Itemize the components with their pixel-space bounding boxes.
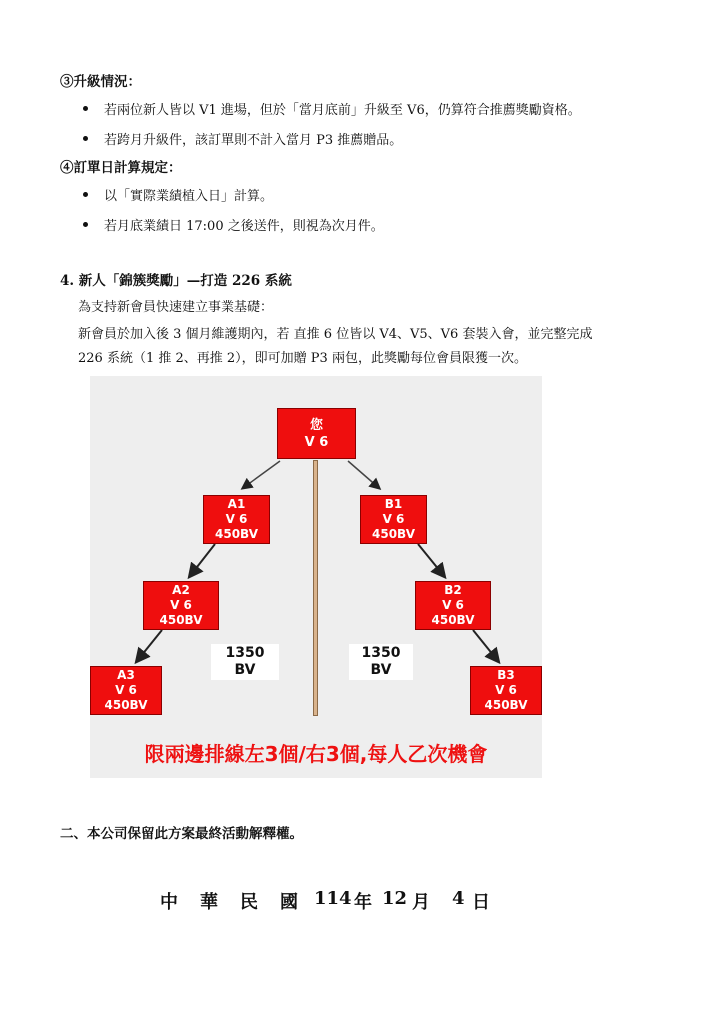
date-char-1: 中 [160,892,178,913]
upgrade-heading: ③升級情況： [60,74,141,90]
bullet-dot [83,222,88,227]
item4-title: 4. 新人「錦簇獎勵」—打造 226 系統 [60,273,292,289]
node-a3-bv: 450BV [104,698,148,712]
bullet-upgrade-1: 若兩位新人皆以 V1 進場，但於「當月底前」升級至 V6，仍算符合推薦獎勵資格。 [104,103,581,118]
date-month-unit: 月 [412,892,430,913]
bullet-dot [83,136,88,141]
node-b1 [360,495,427,544]
node-b2 [415,581,491,630]
node-a1-level: V 6 [225,512,248,526]
arrow-a2-to-a3 [137,630,162,661]
node-a3 [90,666,162,715]
node-a1-name: A1 [227,497,246,511]
right-total-unit: BV [370,662,392,678]
node-b1-name: B1 [384,497,403,511]
node-you-label: 您 [309,417,323,433]
date-year: 114 [314,888,352,909]
date-year-unit: 年 [354,892,372,913]
node-a3-level: V 6 [115,683,137,697]
date-month: 12 [382,888,408,909]
date-char-4: 國 [280,892,298,913]
node-b3-bv: 450BV [484,698,528,712]
date-day: 4 [452,888,465,909]
referral-diagram [90,376,542,778]
order-date-heading: ④訂單日計算規定： [60,160,182,176]
diagram-banner: 限兩邊排線左3個/右3個,每人乙次機會 [144,742,488,766]
bullet-order-2: 若月底業績日 17:00 之後送件，則視為次月件。 [104,219,384,234]
node-a2-bv: 450BV [159,613,203,627]
arrow-a1-to-a2 [190,544,215,576]
node-b2-name: B2 [444,583,462,597]
node-a2-level: V 6 [170,598,192,612]
arrow-top-to-a1 [243,461,280,488]
item4-intro: 為支持新會員快速建立事業基礎： [78,300,274,315]
left-total-bv [211,644,279,680]
right-total-bv [349,644,413,680]
date-char-3: 民 [240,892,258,913]
node-a2-name: A2 [172,583,190,597]
arrow-b1-to-b2 [418,544,444,576]
node-a3-name: A3 [117,668,135,682]
date-char-2: 華 [200,892,218,913]
node-b1-level: V 6 [382,512,405,526]
bullet-dot [83,192,88,197]
center-divider-pole [313,460,318,716]
right-total-value: 1350 [361,645,401,661]
node-a1 [203,495,270,544]
node-a2 [143,581,219,630]
node-b3-name: B3 [497,668,515,682]
item4-paragraph-line2: 226 系統（1 推 2、再推 2），即可加贈 P3 兩包，此獎勵每位會員限獲一次。 [78,351,527,366]
node-a1-bv: 450BV [215,527,258,541]
node-b2-level: V 6 [442,598,464,612]
node-b2-bv: 450BV [431,613,475,627]
node-b3-level: V 6 [495,683,517,697]
date-day-unit: 日 [472,892,490,913]
arrow-top-to-b1 [348,461,379,488]
node-you-level: V 6 [304,434,329,450]
left-total-unit: BV [234,662,256,678]
node-you [277,408,356,459]
node-b3 [470,666,542,715]
bullet-dot [83,106,88,111]
bullet-order-1: 以「實際業績植入日」計算。 [104,189,274,204]
item4-paragraph-line1: 新會員於加入後 3 個月維護期內，若 直推 6 位皆以 V4、V5、V6 套裝入會，並完整完成 [78,327,593,342]
bullet-upgrade-2: 若跨月升級件，該訂單則不計入當月 P3 推薦贈品。 [104,133,403,148]
node-b1-bv: 450BV [372,527,415,541]
left-total-value: 1350 [225,645,265,661]
arrow-b2-to-b3 [473,630,498,661]
section2-statement: 二、本公司保留此方案最終活動解釋權。 [60,826,303,842]
